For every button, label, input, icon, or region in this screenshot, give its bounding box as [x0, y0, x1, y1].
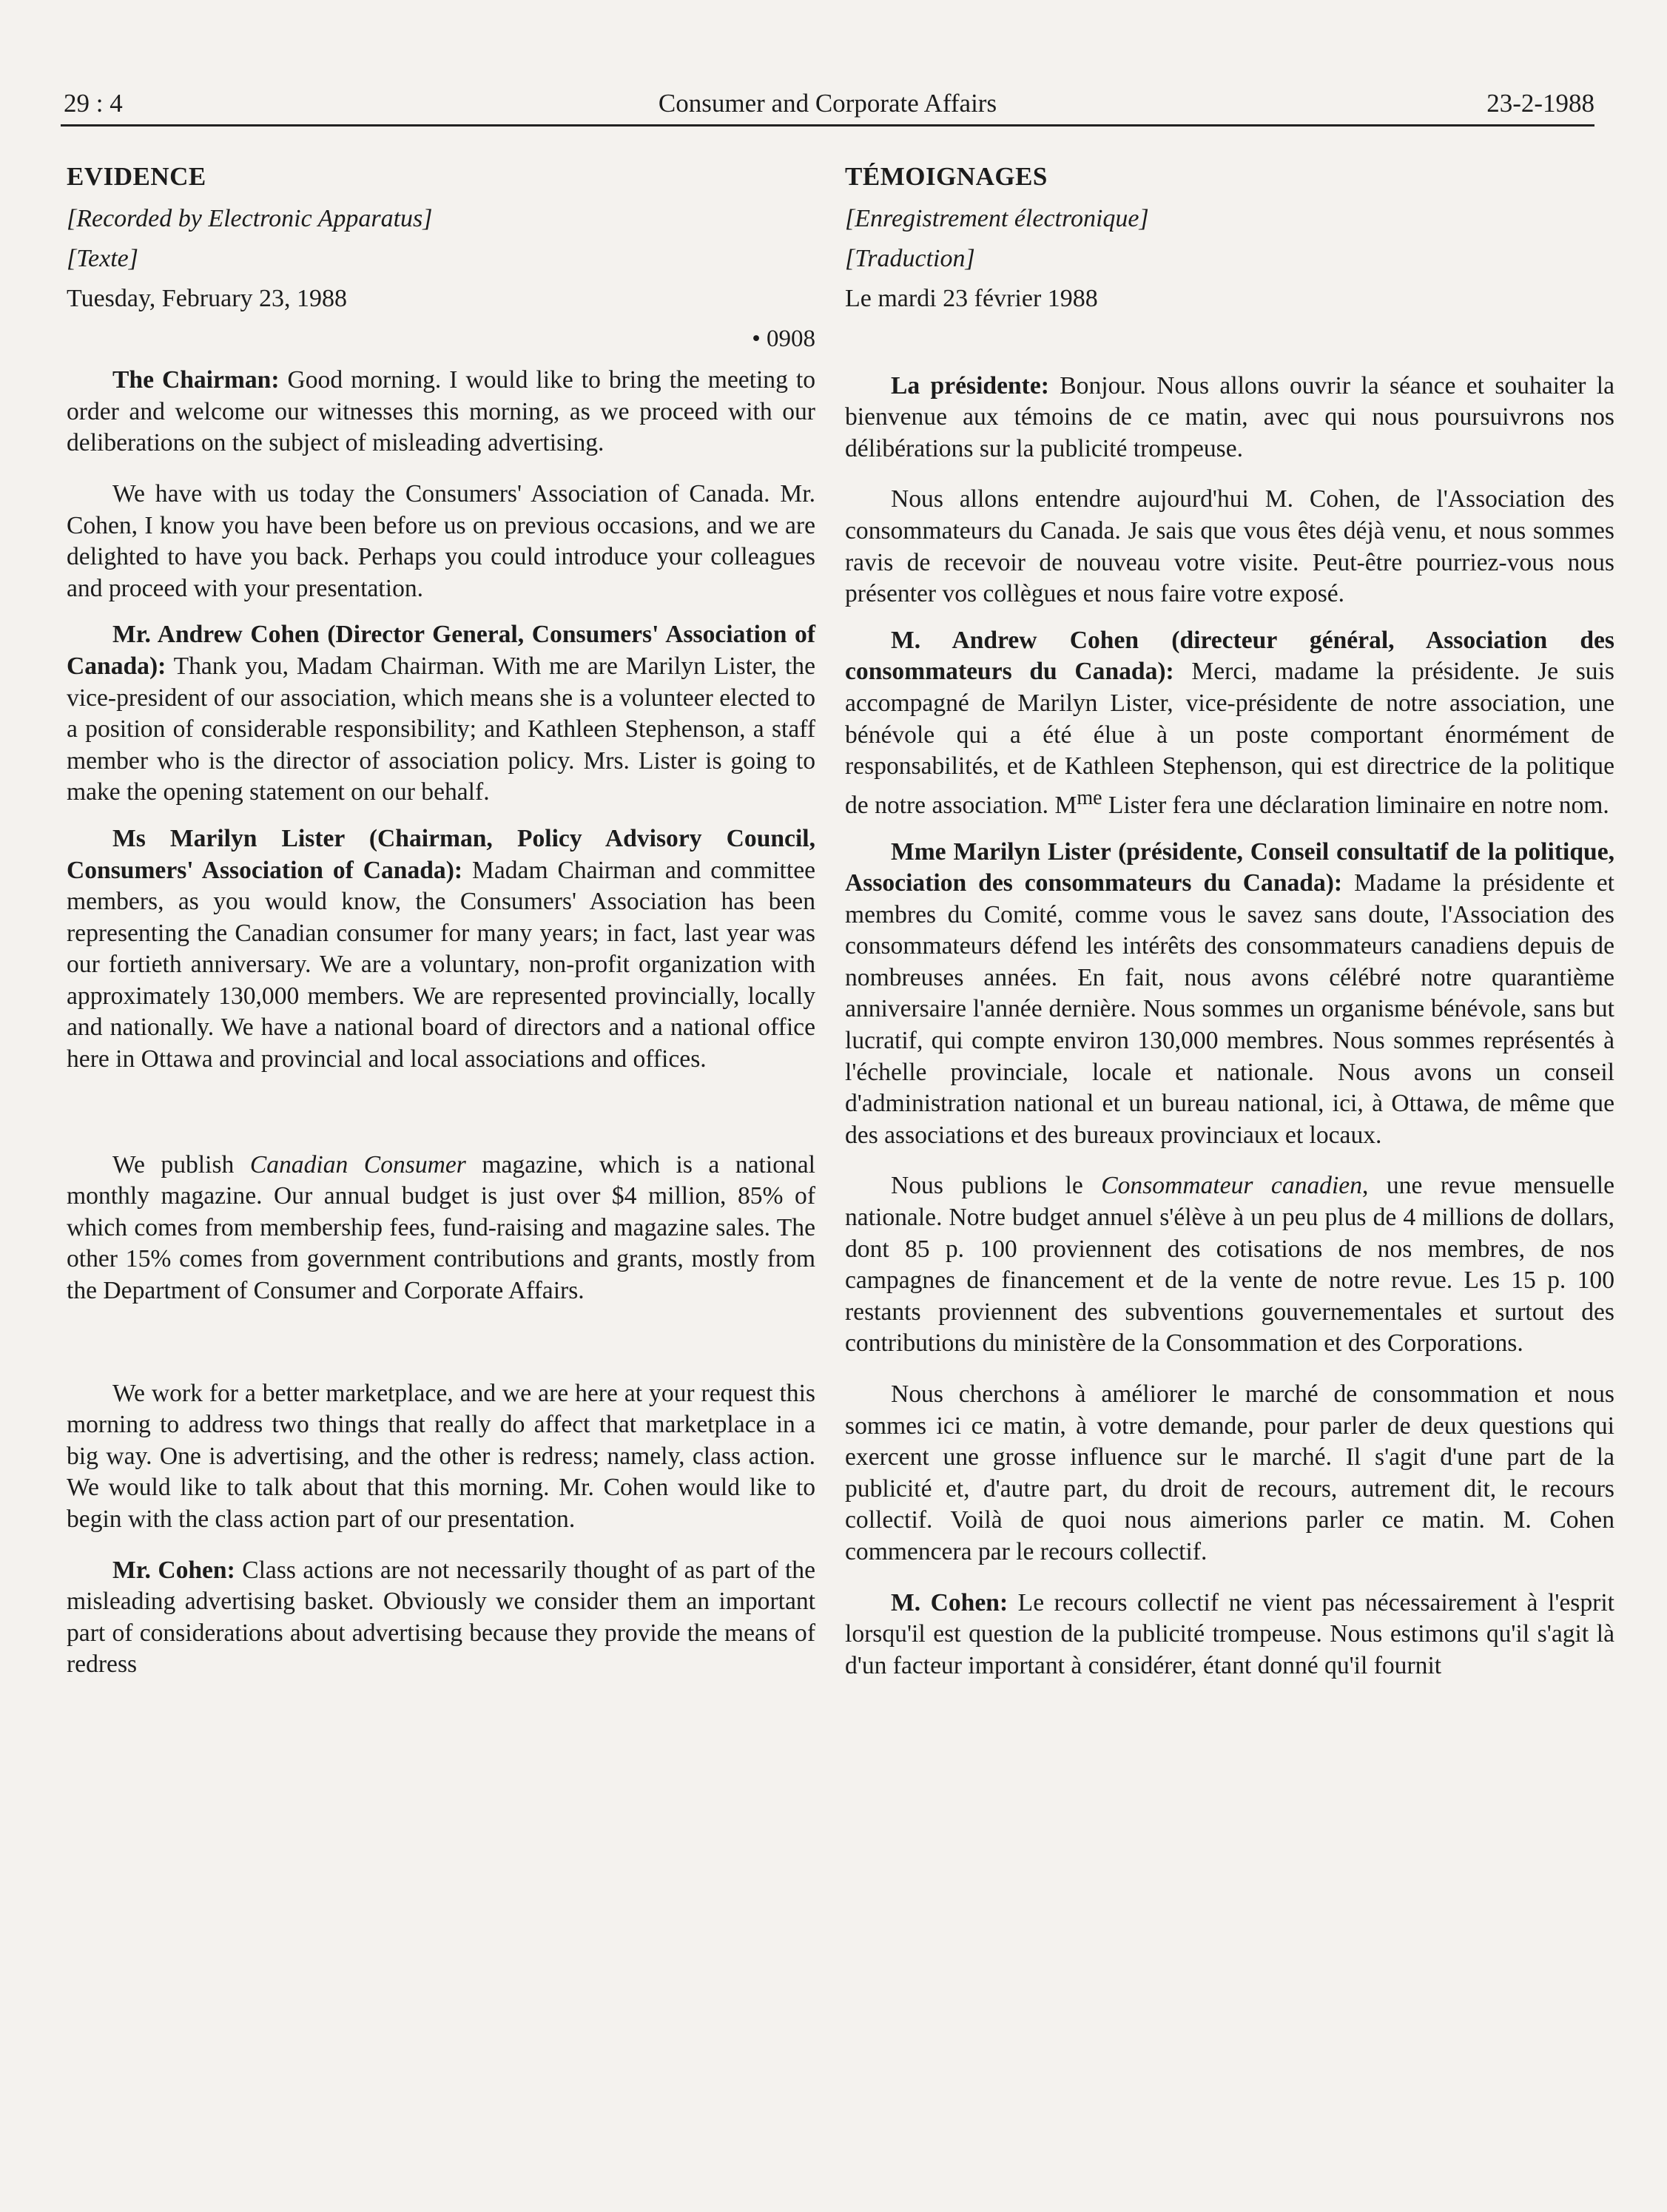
speech-text: We have with us today the Consumers' Association of Canada. Mr. Cohen, I know you have been before us on previous occasions, and we are delighted to have you back. Perhaps you could introduce your colleagues and proceed with your presentation. [67, 479, 815, 602]
speaker-name: M. Andrew Cohen (directeur général, Association des consommateurs du Canada): [845, 626, 1614, 686]
header-date: 23-2-1988 [1486, 89, 1594, 118]
paragraph-chairman-opening [67, 365, 815, 459]
paragraph-marketplace [845, 1379, 1614, 1568]
page-number: 29 : 4 [64, 89, 123, 118]
paragraph-cohen-class-action [67, 1555, 815, 1681]
speaker-name: The Chairman: [112, 366, 280, 394]
speech-text: Madam Chairman and committee members, as you would know, the Consumers' Association has been representing the Canadian consumer for many years; in fact, last year was our fortieth anniversary. We are a voluntary, non-profit organization with approximately 130,000 members. We are represented provincially, locally and nationally. We have a national board of directors and a national office here in Ottawa and provincial and local associations and offices. [67, 856, 815, 1073]
speaker-name: Mr. Cohen: [112, 1556, 235, 1584]
paragraph-lister-statement [845, 837, 1614, 1152]
superscript: me [1077, 786, 1102, 809]
magazine-title: Consommateur canadien [1101, 1172, 1362, 1200]
speaker-name: Mme Marilyn Lister (présidente, Conseil consultatif de la politique, Association des consommateurs du Canada): [845, 837, 1614, 897]
paragraph-presidente-intro [845, 484, 1614, 610]
paragraph-magazine-budget: We publish Canadian Consumer magazine, which is a national monthly magazine. Our annual budget is just over $4 million, 85% of which comes from membership fees, fund-raising and magazine sales. The other 15% comes from government contributions and grants, mostly from the Department of Consumer and Corporate Affairs. [67, 1150, 816, 1305]
paragraph-marketplace [67, 1378, 815, 1536]
speaker-name: Mr. Andrew Cohen (Director General, Consumers' Association of Canada): [67, 621, 815, 680]
section-heading-evidence: EVIDENCE [67, 162, 206, 191]
speech-text: Bonjour. Nous allons ouvrir la séance et souhaiter la bienvenue aux témoins de ce matin, avec qui nous poursuivrons nos délibérations sur la publicité trompeuse. [845, 371, 1614, 462]
speech-text: Le recours collectif ne vient pas nécessairement à l'esprit lorsqu'il est question de la publicité trompeuse. Nous estimons qu'il s'agit là d'un facteur important à considérer, étant donné qu'il fournit [845, 1588, 1614, 1679]
speech-text: Thank you, Madam Chairman. With me are Marilyn Lister, the vice-president of our association, which means she is a volunteer elected to a position of considerable responsibility; and Kathleen Stephenson, a staff member who is the director of association policy. Mrs. Lister is going to make the opening statement on our behalf. [67, 652, 815, 806]
sitting-date: Le mardi 23 février 1988 [845, 284, 1098, 312]
speech-text: Nous allons entendre aujourd'hui M. Cohen, de l'Association des consommateurs du Canada. Je sais que vous êtes déjà venu, et nous sommes ravis de recevoir de nouveau votre visite. Peut-être pourriez-vous nous présenter vos collègues et nous faire votre exposé. [845, 485, 1614, 608]
speaker-name: M. Cohen: [891, 1588, 1008, 1616]
magazine-title: Canadian Consumer [249, 1150, 466, 1179]
recording-note: [Enregistrement électronique] [845, 204, 1149, 232]
paragraph-magazine-budget: Nous publions le Consommateur canadien, une revue mensuelle nationale. Notre budget annuel s'élève à un peu plus de 4 millions de dollars, dont 85 p. 100 proviennent des cotisations de nos membres, de nos campagnes de financement et de la vente de notre revue. Les 15 p. 100 restants proviennent des subventions gouvernementales et surtout des contributions du ministère de la Consommation et des Corporations. [845, 1172, 1615, 1358]
speech-text: Good morning. I would like to bring the meeting to order and welcome our witnesses this morning, as we proceed with our deliberations on the subject of misleading advertising. [67, 366, 815, 457]
running-title: Consumer and Corporate Affairs [658, 89, 997, 118]
speaker-name: La présidente: [891, 371, 1049, 399]
paragraph-lister-statement [67, 823, 815, 1076]
paragraph-chairman-intro [67, 479, 815, 604]
speech-text: Madame la présidente et membres du Comité, comme vous le savez sans doute, l'Association des consommateurs défend les intérêts des consommateurs canadiens depuis de nombreuses années. En fait, nous avons célébré notre quarantième anniversaire l'année dernière. Nous sommes un organisme bénévole, sans but lucratif, qui compte environ 130,000 membres. Nous sommes représentés à l'échelle provinciale, locale et nationale. Nous avons un conseil d'administration national et un bureau national, ici, à Ottawa, de même que des associations et des bureaux provinciaux et locaux. [845, 869, 1614, 1149]
paragraph-cohen-intro [67, 619, 815, 809]
texte-note: [Texte] [67, 244, 138, 272]
speech-text: Class actions are not necessarily thought of as part of the misleading advertising basket. Obviously we consider them an important part of considerations about advertising because they provide the means of redress [67, 1556, 815, 1679]
paragraph-presidente-opening [845, 371, 1614, 465]
timestamp: • 0908 [752, 325, 815, 352]
speaker-name: Ms Marilyn Lister (Chairman, Policy Advisory Council, Consumers' Association of Canada): [67, 824, 815, 884]
paragraph-cohen-class-action [845, 1588, 1614, 1682]
traduction-note: [Traduction] [845, 244, 975, 272]
english-column [67, 161, 815, 1681]
french-column [845, 161, 1614, 1682]
speech-text: Merci, madame la présidente. Je suis accompagné de Marilyn Lister, vice-présidente de notre association, une bénévole qui a été élue à un poste comportant énormément de responsabilités, et de Kathleen Stephenson, qui est directrice de la politique de notre association. M [845, 658, 1614, 819]
speech-text: Nous cherchons à améliorer le marché de consommation et nous sommes ici ce matin, à votre demande, pour parler de deux questions qui exercent une grosse influence sur le marché. Il s'agit d'une part de la publicité et, d'autre part, du droit de recours, autrement dit, le recours collectif. Voilà de quoi nous aimerions parler ce matin. M. Cohen commencera par le recours collectif. [845, 1380, 1614, 1565]
paragraph-cohen-intro: M. Andrew Cohen (directeur général, Association des consommateurs du Canada): Merci, madame la présidente. Je suis accompagné de Marilyn Lister, vice-présidente de notre association, une bénévole qui a été élue à un poste comportant énormément de responsabilités, et de Kathleen Stephenson, qui est directrice de la politique de notre association. $M^{me}$ Lister fera une déclaration liminaire en notre nom. [845, 626, 1614, 819]
recording-note: [Recorded by Electronic Apparatus] [67, 204, 433, 232]
speech-text: We work for a better marketplace, and we are here at your request this morning to address two things that really do affect that marketplace in a big way. One is advertising, and the other is redress; namely, class action. We would like to talk about that this morning. Mr. Cohen would like to begin with the class action part of our presentation. [67, 1379, 815, 1533]
section-heading-temoignages: TÉMOIGNAGES [845, 162, 1048, 191]
sitting-date: Tuesday, February 23, 1988 [67, 284, 348, 312]
page-header [61, 87, 1594, 127]
